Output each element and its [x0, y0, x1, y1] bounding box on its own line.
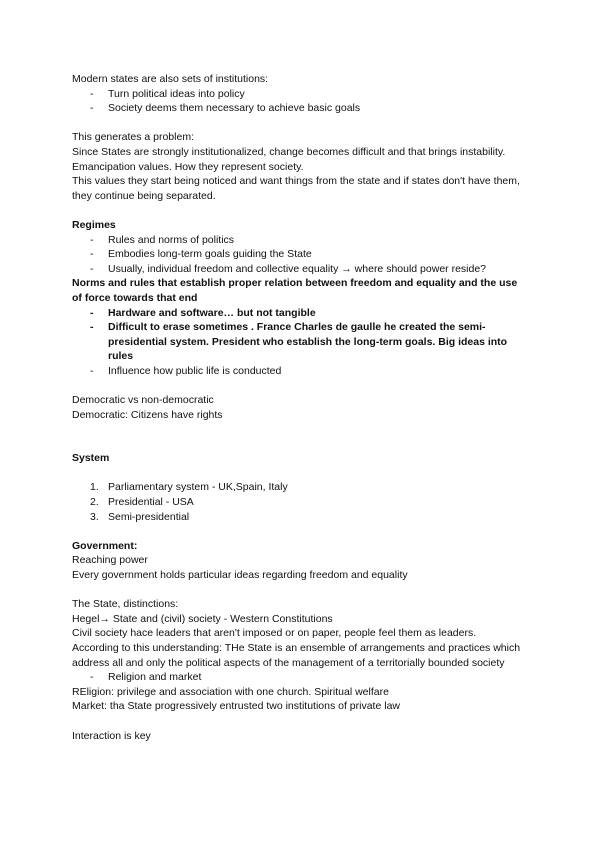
- list-item: [72, 320, 528, 364]
- paragraph: REligion: privilege and association with one church. Spiritual welfare: [72, 685, 389, 698]
- bullet-marker: -: [90, 321, 94, 334]
- paragraph-bold: Norms and rules that establish proper relation between freedom and equality and the use of force towards that end: [72, 277, 518, 304]
- list-item-text: Religion and market: [108, 671, 202, 684]
- number-marker: 3.: [90, 510, 99, 523]
- list-item: [72, 306, 528, 321]
- bullet-marker: -: [90, 102, 94, 115]
- number-marker: 2.: [90, 496, 99, 509]
- paragraph: Civil society hace leaders that aren't imposed or on paper, people feel them as leaders.: [72, 627, 477, 640]
- spacer: [72, 524, 528, 539]
- list-item-text: Presidential - USA: [108, 496, 194, 509]
- list-item: [72, 87, 528, 102]
- heading-system: System: [72, 452, 110, 465]
- list-item-text: Rules and norms of politics: [108, 233, 235, 246]
- spacer: [72, 714, 528, 729]
- paragraph: According to this understanding: THe State is an ensemble of arrangements and practices which address all and only the political aspects of the management of a territorially bounded society: [72, 641, 521, 669]
- list-item-text: Difficult to erase sometimes . France Charles de gaulle he created the semi-presidential system. President who establish the long-term goals. Big ideas into rules: [108, 321, 508, 363]
- bullet-marker: -: [90, 364, 94, 377]
- spacer: [72, 116, 528, 131]
- spacer: [72, 466, 528, 481]
- list-item-text: Influence how public life is conducted: [108, 364, 282, 377]
- paragraph: Interaction is key: [72, 729, 151, 742]
- spacer: [72, 422, 528, 451]
- list-item-text: Embodies long-term goals guiding the State: [108, 248, 312, 261]
- spacer: [72, 583, 528, 598]
- document-body: [72, 72, 528, 743]
- paragraph: Every government holds particular ideas regarding freedom and equality: [72, 569, 408, 581]
- bullet-marker: -: [90, 248, 94, 261]
- spacer: [72, 378, 528, 393]
- paragraph: Emancipation values. How they represent society.: [72, 160, 304, 173]
- list-item-text: Parliamentary system - UK,Spain, Italy: [108, 481, 288, 494]
- list-item-text: Turn political ideas into policy: [108, 87, 245, 100]
- paragraph: The State, distinctions:: [72, 598, 179, 611]
- paragraph: Market: tha State progressively entrusted two institutions of private law: [72, 700, 400, 713]
- paragraph: This values they start being noticed and want things from the state and if states don't have them, they continue being separated.: [72, 175, 520, 202]
- list-item-text: Society deems them necessary to achieve basic goals: [108, 102, 361, 115]
- paragraph: Hegel→ State and (civil) society - Western Constitutions: [72, 612, 333, 625]
- paragraph: This generates a problem:: [72, 131, 194, 144]
- bullet-marker: -: [90, 306, 94, 319]
- list-item: [72, 101, 528, 116]
- paragraph: Democratic vs non-democratic: [72, 394, 214, 407]
- list-item: [72, 233, 528, 248]
- heading-government: Government:: [72, 539, 138, 552]
- list-item-text: Usually, individual freedom and collective equality → where should power reside?: [108, 262, 487, 275]
- paragraph: Reaching power: [72, 554, 148, 567]
- bullet-marker: -: [90, 87, 94, 100]
- paragraph: Democratic: Citizens have rights: [72, 408, 223, 421]
- number-marker: 1.: [90, 481, 99, 494]
- heading-regimes: Regimes: [72, 218, 116, 231]
- bullet-marker: -: [90, 233, 94, 246]
- list-item-text: Hardware and software… but not tangible: [108, 306, 316, 319]
- list-item: [72, 510, 528, 525]
- list-item: [72, 247, 528, 262]
- bullet-marker: -: [90, 262, 94, 275]
- paragraph: Modern states are also sets of institutions:: [72, 73, 269, 85]
- bullet-marker: -: [90, 671, 94, 684]
- paragraph: Since States are strongly institutionalized, change becomes difficult and that brings instability.: [72, 145, 506, 158]
- spacer: [72, 203, 528, 218]
- list-item: [72, 480, 528, 495]
- list-item: [72, 495, 528, 510]
- list-item-text: Semi-presidential: [108, 510, 190, 523]
- list-item: [72, 670, 528, 685]
- list-item: [72, 364, 528, 379]
- list-item: [72, 262, 528, 277]
